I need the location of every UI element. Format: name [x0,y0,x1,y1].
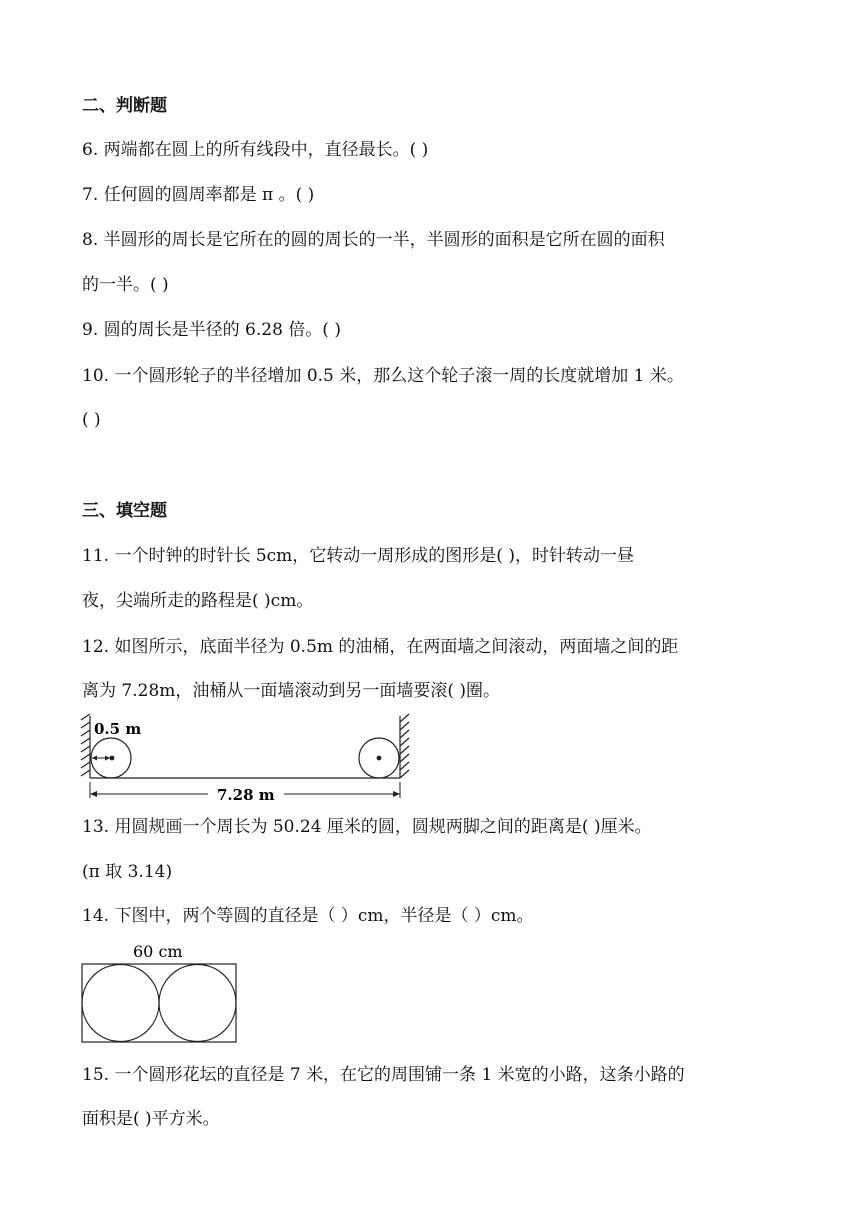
oil-barrel-figure [76,712,416,804]
question-8-line-1: 8. 半圆形的周长是它所在的圆的周长的一半，半圆形的面积是它所在圆的面积 [82,230,665,250]
question-6: 6. 两端都在圆上的所有线段中，直径最长。( ) [82,140,429,160]
question-14: 14. 下图中，两个等圆的直径是（ ）cm，半径是（ ）cm。 [82,906,534,926]
question-11-line-1: 11. 一个时钟的时针长 5cm，它转动一周形成的图形是( )，时针转动一昼 [82,546,634,566]
question-15-line-1: 15. 一个圆形花坛的直径是 7 米，在它的周围铺一条 1 米宽的小路，这条小路的 [82,1065,685,1085]
question-10-line-2: ( ) [82,410,101,430]
section-heading-judgement: 二、判断题 [82,96,167,116]
question-13-line-2: (π 取 3.14) [82,862,173,882]
question-10-line-1: 10. 一个圆形轮子的半径增加 0.5 米，那么这个轮子滚一周的长度就增加 1 米。 [82,366,684,386]
barrel-right-center [377,756,382,761]
circle-left [82,965,159,1042]
question-12-line-1: 12. 如图所示，底面半径为 0.5m 的油桶，在两面墙之间滚动，两面墙之间的距 [82,637,679,657]
radius-label: 0.5 m [94,720,142,738]
question-9: 9. 圆的周长是半径的 6.28 倍。( ) [82,320,341,340]
distance-label: 7.28 m [217,786,275,804]
barrel-left-center [110,756,115,761]
section-heading-fill-blank: 三、填空题 [82,501,167,521]
question-15-line-2: 面积是( )平方米。 [82,1109,220,1129]
two-circles-figure [78,938,242,1046]
left-wall [81,714,90,778]
width-label: 60 cm [133,942,183,961]
circle-right [159,965,236,1042]
question-7: 7. 任何圆的圆周率都是 π 。( ) [82,185,315,205]
question-8-line-2: 的一半。( ) [82,275,169,295]
question-11-line-2: 夜，尖端所走的路程是( )cm。 [82,591,314,611]
question-12-line-2: 离为 7.28m，油桶从一面墙滚动到另一面墙要滚( )圈。 [82,681,501,701]
question-13-line-1: 13. 用圆规画一个周长为 50.24 厘米的圆，圆规两脚之间的距离是( )厘米。 [82,817,652,837]
right-wall [400,714,409,778]
